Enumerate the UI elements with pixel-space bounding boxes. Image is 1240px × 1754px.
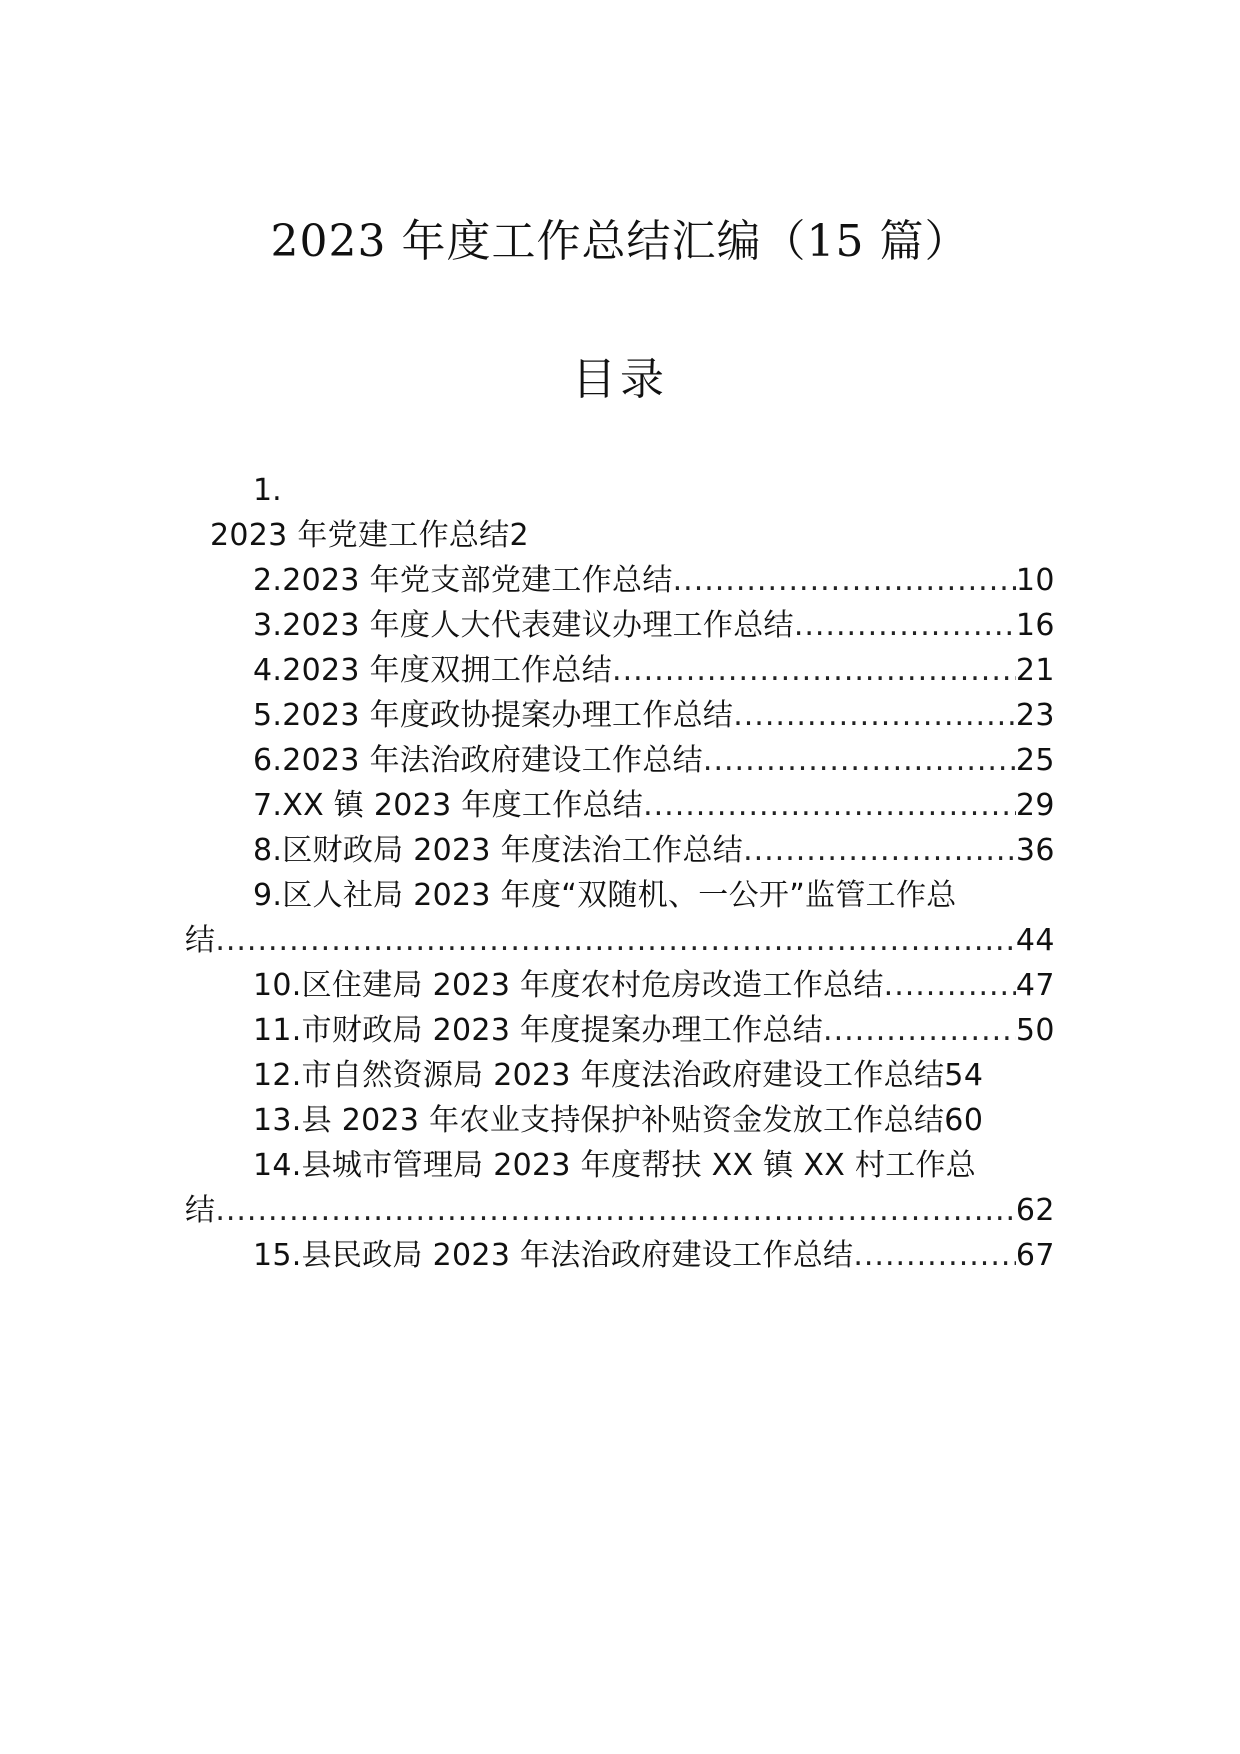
toc-entry-15[interactable] xyxy=(185,1233,1055,1278)
toc-entry-number: 12. xyxy=(253,1058,302,1093)
toc-entry-number: 7. xyxy=(253,788,283,823)
toc-entry-title-line1: 区人社局 2023 年度“双随机、一公开”监管工作总 xyxy=(282,878,957,913)
toc-entry-6[interactable] xyxy=(185,738,1055,783)
document-title: 2023 年度工作总结汇编（15 篇） xyxy=(270,216,970,267)
toc-entry-number: 8. xyxy=(253,833,283,868)
toc-leader-dots xyxy=(643,783,1016,828)
toc-entry-page: 29 xyxy=(1015,788,1055,823)
toc-entry-title: 2023 年法治政府建设工作总结 xyxy=(282,743,703,778)
toc-heading: 目录 xyxy=(572,354,668,405)
toc-entry-13[interactable] xyxy=(185,1098,1055,1143)
toc-entry-title: 2023 年度政协提案办理工作总结 xyxy=(282,698,734,733)
toc-entry-number: 4. xyxy=(253,653,283,688)
toc-entry-number: 1. xyxy=(253,473,282,508)
toc-entry-title: XX 镇 2023 年度工作总结 xyxy=(282,788,644,823)
toc-entry-title: 2023 年度人大代表建议办理工作总结 xyxy=(282,608,794,643)
toc-entry-title: 区财政局 2023 年度法治工作总结 xyxy=(282,833,744,868)
table-of-contents xyxy=(185,468,1055,1278)
toc-entry-1-number-line xyxy=(185,468,1055,513)
toc-entry-2[interactable] xyxy=(185,558,1055,603)
toc-entry-number: 2. xyxy=(253,563,283,598)
toc-entry-page: 54 xyxy=(944,1058,984,1093)
toc-entry-page: 62 xyxy=(1015,1193,1055,1228)
toc-entry-number: 14. xyxy=(253,1148,302,1183)
toc-leader-dots xyxy=(743,828,1016,873)
toc-entry-title: 市财政局 2023 年度提案办理工作总结 xyxy=(301,1013,824,1048)
toc-leader-dots xyxy=(215,1188,1016,1233)
toc-entry-8[interactable] xyxy=(185,828,1055,873)
toc-entry-title: 市自然资源局 2023 年度法治政府建设工作总结 xyxy=(301,1058,945,1093)
toc-entry-10[interactable] xyxy=(185,963,1055,1008)
toc-entry-page: 25 xyxy=(1015,743,1055,778)
toc-entry-9-continuation[interactable] xyxy=(185,918,1055,963)
toc-entry-page: 10 xyxy=(1015,563,1055,598)
toc-entry-number: 5. xyxy=(253,698,283,733)
toc-leader-dots xyxy=(794,603,1016,648)
toc-entry-14-continuation[interactable] xyxy=(185,1188,1055,1233)
toc-leader-dots xyxy=(703,738,1016,783)
toc-leader-dots xyxy=(823,1008,1016,1053)
toc-entry-12[interactable] xyxy=(185,1053,1055,1098)
toc-entry-title: 县 2023 年农业支持保护补贴资金发放工作总结 xyxy=(301,1103,945,1138)
toc-leader-dots xyxy=(612,648,1016,693)
toc-entry-page: 2 xyxy=(509,518,530,553)
toc-entry-title: 2023 年党建工作总结 xyxy=(210,518,510,553)
toc-entry-number: 9. xyxy=(253,878,283,913)
toc-entry-title: 2023 年度双拥工作总结 xyxy=(282,653,613,688)
toc-leader-dots xyxy=(215,918,1016,963)
toc-entry-page: 60 xyxy=(944,1103,984,1138)
toc-entry-title-line2: 结 xyxy=(185,923,216,958)
toc-entry-page: 67 xyxy=(1015,1238,1055,1273)
toc-entry-number: 3. xyxy=(253,608,283,643)
toc-entry-page: 36 xyxy=(1015,833,1055,868)
toc-entry-number: 15. xyxy=(253,1238,302,1273)
toc-entry-7[interactable] xyxy=(185,783,1055,828)
toc-entry-title-line1: 县城市管理局 2023 年度帮扶 XX 镇 XX 村工作总 xyxy=(301,1148,977,1183)
toc-leader-dots xyxy=(673,558,1016,603)
toc-leader-dots xyxy=(853,1233,1015,1278)
toc-entry-number: 13. xyxy=(253,1103,302,1138)
toc-entry-title: 2023 年党支部党建工作总结 xyxy=(282,563,673,598)
toc-entry-page: 23 xyxy=(1015,698,1055,733)
toc-entry-number: 11. xyxy=(253,1013,302,1048)
toc-entry-5[interactable] xyxy=(185,693,1055,738)
toc-entry-page: 21 xyxy=(1015,653,1055,688)
toc-entry-4[interactable] xyxy=(185,648,1055,693)
toc-entry-page: 44 xyxy=(1015,923,1055,958)
toc-entry-page: 47 xyxy=(1015,968,1055,1003)
toc-entry-title: 县民政局 2023 年法治政府建设工作总结 xyxy=(301,1238,854,1273)
toc-entry-14[interactable] xyxy=(185,1143,1055,1188)
toc-entry-page: 16 xyxy=(1015,608,1055,643)
toc-leader-dots xyxy=(733,693,1016,738)
toc-entry-title-line2: 结 xyxy=(185,1193,216,1228)
toc-entry-page: 50 xyxy=(1015,1013,1055,1048)
toc-entry-1[interactable] xyxy=(185,513,1055,558)
toc-entry-title: 区住建局 2023 年度农村危房改造工作总结 xyxy=(301,968,884,1003)
toc-entry-3[interactable] xyxy=(185,603,1055,648)
toc-entry-number: 6. xyxy=(253,743,283,778)
toc-entry-9[interactable] xyxy=(185,873,1055,918)
toc-entry-number: 10. xyxy=(253,968,302,1003)
toc-leader-dots xyxy=(884,963,1016,1008)
toc-entry-11[interactable] xyxy=(185,1008,1055,1053)
